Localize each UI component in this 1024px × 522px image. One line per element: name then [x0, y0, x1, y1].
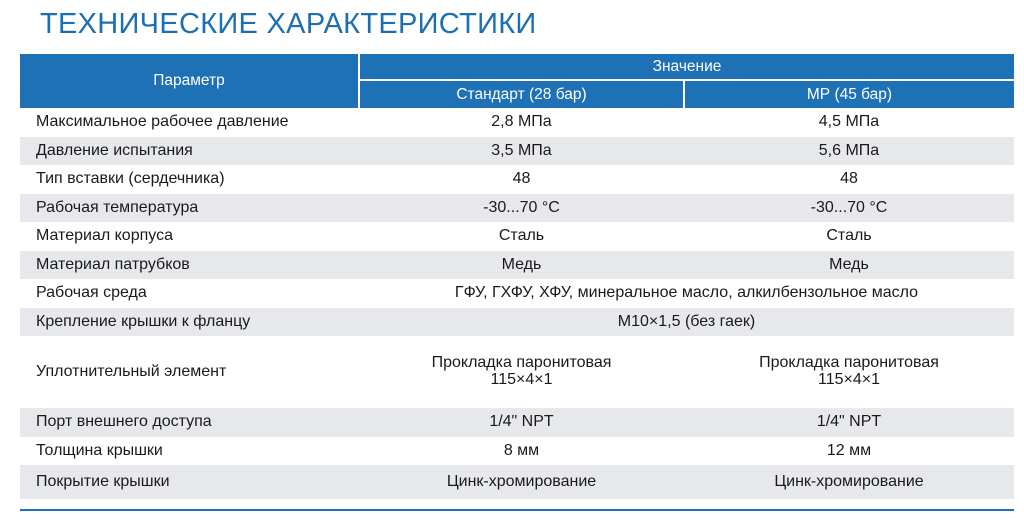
spec-table [20, 54, 1014, 499]
row-mp: 4,5 МПа [818, 113, 880, 131]
table-row [20, 308, 1014, 337]
row-standard: Сталь [498, 227, 545, 245]
row-mp: 48 [840, 170, 858, 188]
table-row [20, 408, 1014, 437]
row-name: Покрытие крышки [20, 465, 359, 499]
header-value: Значение [359, 54, 1014, 80]
row-name: Максимальное рабочее давление [36, 113, 289, 131]
table-row [20, 465, 1014, 499]
row-name: Давление испытания [20, 137, 359, 166]
page-title: ТЕХНИЧЕСКИЕ ХАРАКТЕРИСТИКИ [40, 8, 537, 40]
row-mp-line2: 115×4×1 [818, 371, 880, 388]
row-standard: Цинк-хромирование [359, 465, 684, 499]
row-name: Рабочая среда [36, 284, 147, 302]
row-standard: 8 мм [503, 441, 540, 459]
row-name: Материал патрубков [20, 251, 359, 280]
row-name: Порт внешнего доступа [20, 408, 359, 437]
row-mp: -30...70 °С [684, 194, 1014, 223]
row-standard-line2: 115×4×1 [490, 371, 553, 388]
row-name: Уплотнительный элемент [36, 362, 227, 380]
table-row [20, 336, 1014, 408]
table-row [20, 279, 1014, 308]
row-name: Крепление крышки к фланцу [20, 308, 359, 337]
row-standard-line1: Прокладка паронитовая [431, 354, 612, 372]
table-row [20, 108, 1014, 137]
row-shared-value: ГФУ, ГХФУ, ХФУ, минеральное масло, алкилбензольное масло [454, 284, 919, 302]
table-row [20, 165, 1014, 194]
header-mp: МР (45 бар) [684, 80, 1014, 108]
row-standard: 48 [512, 170, 531, 188]
row-name: Рабочая температура [20, 194, 359, 223]
row-mp: 1/4" NPT [684, 408, 1014, 437]
row-shared-value: М10×1,5 (без гаек) [359, 308, 1014, 337]
row-mp-line1: Прокладка паронитовая [759, 354, 939, 372]
table-row [20, 222, 1014, 251]
table-row [20, 137, 1014, 166]
row-name: Толщина крышки [36, 441, 163, 459]
row-mp: Сталь [826, 227, 872, 245]
table-row [20, 251, 1014, 280]
row-standard [359, 336, 684, 408]
table-bottom-rule [20, 509, 1014, 511]
row-mp: 5,6 МПа [684, 137, 1014, 166]
header-standard: Стандарт (28 бар) [359, 80, 684, 108]
row-standard: 1/4" NPT [359, 408, 684, 437]
row-name: Тип вставки (сердечника) [36, 170, 225, 188]
row-standard: 2,8 МПа [491, 113, 552, 131]
row-mp: 12 мм [826, 441, 872, 459]
row-standard: Медь [359, 251, 684, 280]
header-param: Параметр [20, 54, 359, 108]
table-row [20, 437, 1014, 466]
row-name: Материал корпуса [36, 227, 173, 245]
row-mp: Цинк-хромирование [684, 465, 1014, 499]
row-mp [684, 336, 1014, 408]
table-row [20, 194, 1014, 223]
header-row [20, 54, 1014, 80]
row-mp: Медь [684, 251, 1014, 280]
row-standard: -30...70 °С [359, 194, 684, 223]
row-standard: 3,5 МПа [359, 137, 684, 166]
